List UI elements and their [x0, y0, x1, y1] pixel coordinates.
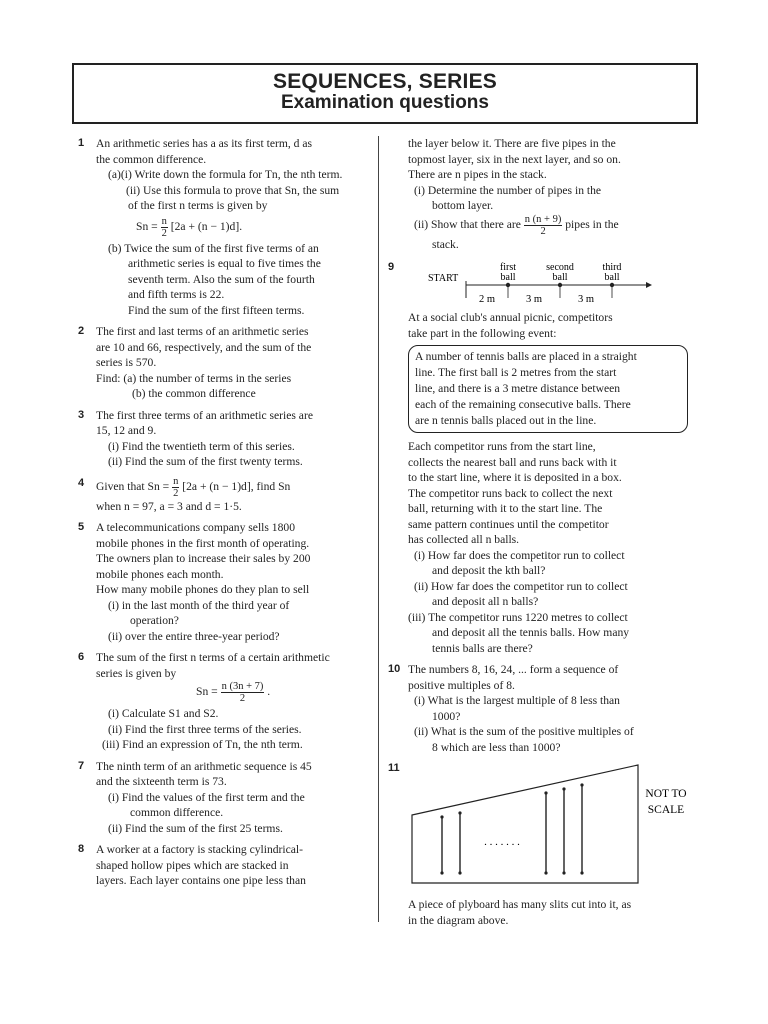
question-number: 2	[78, 325, 85, 337]
distance-label: 3 m	[577, 294, 595, 305]
q1-part-b: (b) Twice the sum of the first five terms of an	[108, 241, 319, 255]
question-number: 9	[388, 261, 395, 273]
question-number: 4	[78, 476, 85, 489]
distance-label: 3 m	[525, 294, 543, 305]
title-box	[72, 63, 698, 124]
not-to-scale-label: NOT TO	[645, 788, 687, 800]
question-number: 5	[78, 521, 85, 533]
q1-part-ai: (a)(i) Write down the formula for Tn, the nth term.	[108, 168, 343, 181]
question-3: 3 The first three terms of an arithmetic series are 15, 12 and 9. (i) Find the twentieth term of this series. (ii) Find the sum of the first twenty terms.	[78, 408, 313, 468]
column-divider	[378, 136, 379, 922]
q8-formula-line: (ii) Show that there are $\frac{n (n + 9)}{2}$ pipes in the	[414, 213, 619, 237]
right-column	[388, 136, 688, 934]
question-number: 1	[78, 137, 85, 149]
third-ball-label: third	[602, 262, 622, 273]
not-to-scale-label: SCALE	[647, 804, 685, 816]
q9-rules-box: A number of tennis balls are placed in a straight line. The first ball is 2 metres from the start line, and there is a 3 metre distance between each of the remaining consecutive balls. There are n tennis balls placed out in the line.	[408, 345, 688, 433]
second-ball-label: second	[546, 262, 574, 273]
page-title: SEQUENCES, SERIES	[273, 70, 497, 93]
question-number: 8	[78, 843, 85, 855]
third-ball-label: ball	[604, 272, 620, 283]
left-column	[78, 136, 368, 895]
q1-part-aii: of the first n terms is given by	[128, 199, 268, 212]
q1-text: An arithmetic series has a as its first term, d as	[96, 137, 313, 150]
question-number: 11	[388, 762, 400, 774]
q1-part-aii: (ii) Use this formula to prove that Sn, the sum	[126, 183, 340, 197]
q9-ball-diagram	[428, 260, 668, 310]
question-2: 2 The first and last terms of an arithmetic series are 10 and 66, respectively, and the sum of the series is 570. Find: (a) the number of terms in the series (b) the common difference	[78, 325, 312, 400]
q1-part-b: seventh term. Also the sum of the fourth	[128, 272, 315, 286]
question-5: 5 A telecommunications company sells 1800 mobile phones in the first month of operating. The owners plan to increase their sales by 200 mobile phones each month. How many mobile phones do they plan to sell (i) in the last month of the third year of operation? (ii) over the entire three-year period?	[78, 521, 311, 643]
question-number: 6	[78, 651, 85, 663]
question-8: 8 A worker at a factory is stacking cylindrical- shaped hollow pipes which are stacked in layers. Each layer contains one pipe less than	[78, 843, 306, 887]
q1-part-b: and fifth terms is 22.	[128, 288, 225, 301]
question-11: 11 . . . . . . . NOT TO SCALE A piece of plyboard has many slits cut into it, as in the diagram above.	[388, 762, 687, 927]
page-subtitle: Examination questions	[281, 91, 489, 113]
second-ball-label: ball	[552, 272, 568, 283]
q1-formula: Sn = $\frac{n}{2}$ [2a + (n − 1)d].	[136, 215, 243, 239]
q1-part-b: Find the sum of the first fifteen terms.	[128, 303, 305, 317]
first-ball-label: ball	[500, 272, 516, 283]
q1-text: the common difference.	[96, 152, 207, 166]
question-number: 7	[78, 759, 85, 772]
q11-plyboard-diagram	[408, 761, 688, 891]
question-4: 4 Given that Sn = $\frac{n}{2}$ [2a + (n − 1)d], find Sn when n = 97, a = 3 and d = 1·5.	[78, 476, 368, 515]
distance-label: 2 m	[478, 294, 496, 305]
question-8-continued: the layer below it. There are five pipes in the topmost layer, six in the next layer, and so on. There are n pipes in the stack. (i) Determine the number of pipes in the bottom layer. (ii) Show that there are $\frac{n (n + 9)}{2}$ pipes in the stack.	[388, 136, 688, 252]
question-number: 3	[78, 408, 85, 421]
ellipsis-dots: . . . . . . .	[484, 836, 520, 848]
question-1	[78, 136, 368, 318]
arrow-head-icon	[646, 282, 652, 288]
question-9: 9 START first ball second ball third ball 2 m 3 m 3 m At a social club's annual picnic, competitors take part in the following event: A number of tennis balls are placed in a straight line. The first ball is 2 metres from the start line, and there is a 3 metre distance between each of the remaining consecutive balls. There are n tennis balls placed out in the line. Each competitor runs from the start line, collects the nearest ball and runs back with it to the start line, where it is deposited in a box. The competitor runs back to collect the next ball, returning with it to the start line. The same pattern continues until the competitor has collected all n balls. (i) How far does the competitor run to collect and deposit the kth ball? (ii) How far does the competitor run to collect and deposit all n balls? (iii) The competitor runs 1220 metres to collect and deposit all the tennis balls. How many tennis balls are there?	[388, 260, 688, 656]
q4-formula-line: Given that Sn = $\frac{n}{2}$ [2a + (n − 1)d], find Sn	[96, 475, 291, 499]
first-ball-label: first	[499, 262, 517, 273]
question-7: 7 The ninth term of an arithmetic sequence is 45 and the sixteenth term is 73. (i) Find the values of the first term and the common difference. (ii) Find the sum of the first 25 terms.	[78, 759, 312, 835]
plyboard-outline	[412, 765, 638, 883]
slits	[442, 785, 582, 873]
question-number: 10	[388, 663, 401, 675]
question-6: 6 The sum of the first n terms of a certain arithmetic series is given by Sn = $\frac{n (3n + 7)}{2}$ . (i) Calculate S1 and S2. (ii) Find the first three terms of the series. (iii) Find an expression of Tn, the nth term.	[78, 650, 368, 753]
q6-formula: Sn = $\frac{n (3n + 7)}{2}$ .	[196, 681, 271, 704]
question-10: 10 The numbers 8, 16, 24, ... form a sequence of positive multiples of 8. (i) What is the largest multiple of 8 less than 1000? (ii) What is the sum of the positive multiples of 8 which are less than 1000?	[388, 663, 634, 754]
slit-ends	[440, 783, 583, 874]
start-label: START	[428, 273, 459, 284]
q1-part-b: arithmetic series is equal to five times the	[128, 257, 321, 270]
